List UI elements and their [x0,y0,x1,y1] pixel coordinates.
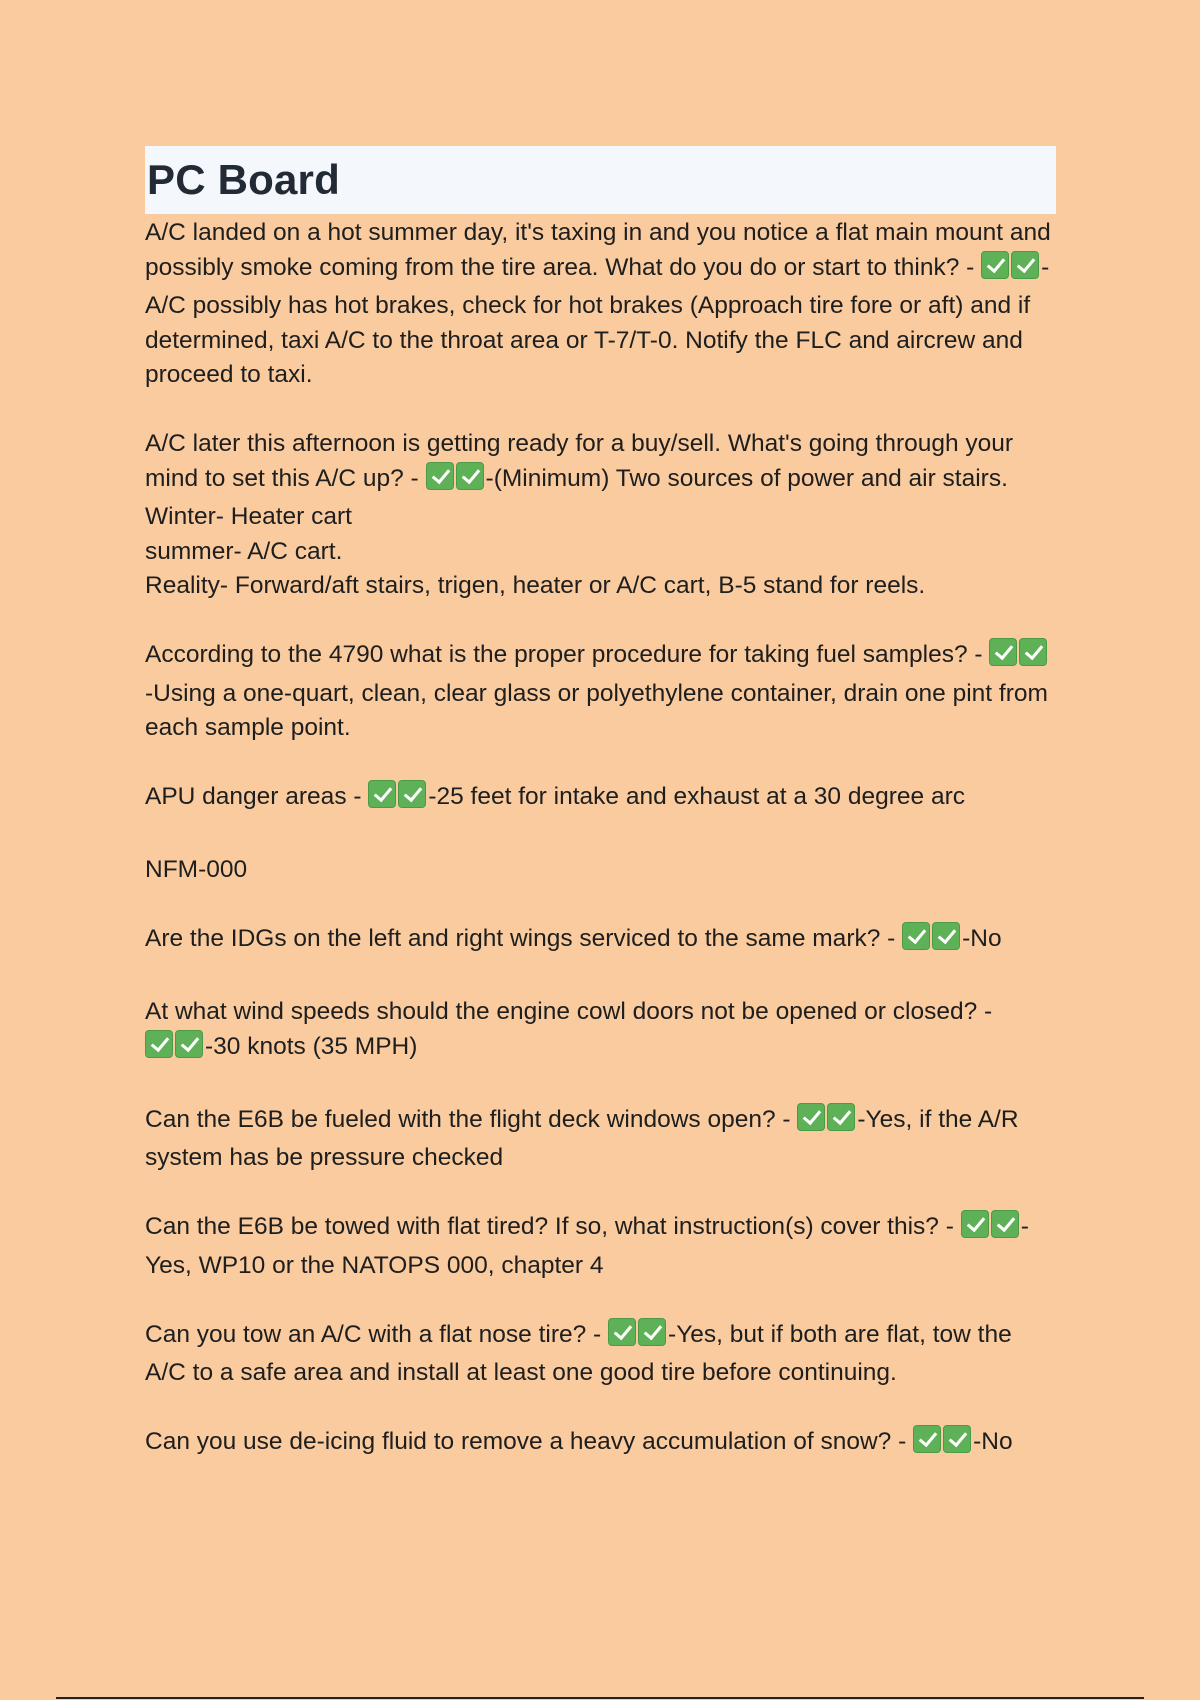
question-text: Can the E6B be towed with flat tired? If so, what instruction(s) cover this? - [145,1213,954,1240]
check-mark-icon [398,780,426,808]
check-mark-icon [913,1425,941,1453]
answer-text: -Yes, if the A/R system has be pressure checked [145,1105,1019,1171]
answer-text: -No [962,925,1002,952]
check-mark-icon [981,251,1009,279]
answer-marker [913,1425,973,1464]
answer-text: -Yes, WP10 or the NATOPS 000, chapter 4 [145,1213,1029,1279]
qa-item [145,1425,1056,1464]
answer-text: -30 knots (35 MPH) [205,1032,418,1060]
section-label [145,853,1056,888]
qa-item [145,216,1056,393]
qa-item [145,1318,1056,1391]
check-mark-icon [426,462,454,490]
check-mark-icon [989,638,1017,666]
check-mark-icon [638,1318,666,1346]
footer-divider [56,1697,1144,1699]
answer-marker [608,1318,668,1357]
question-text: Are the IDGs on the left and right wings serviced to the same mark? - [145,925,896,952]
title-bar [145,146,1056,214]
question-text: According to the 4790 what is the proper procedure for taking fuel samples? - [145,641,983,668]
section-label-text: NFM-000 [145,856,248,883]
question-text: APU danger areas - [145,783,362,810]
answer-text: -No [973,1428,1013,1455]
check-mark-icon [943,1425,971,1453]
check-mark-icon [932,922,960,950]
question-text: Can you use de-icing fluid to remove a heavy accumulation of snow? - [145,1428,907,1455]
answer-marker [145,1030,205,1069]
answer-marker [981,251,1041,290]
answer-marker [902,922,962,961]
check-mark-icon [961,1210,989,1238]
check-mark-icon [145,1030,173,1058]
answer-marker [368,780,428,819]
answer-marker [797,1103,857,1142]
answer-text: -A/C possibly has hot brakes, check for hot brakes (Approach tire fore or aft) and if determined, taxi A/C to the throat area or T-7/T-0. Notify the FLC and aircrew and proceed to taxi. [145,253,1050,388]
qa-item [145,427,1056,604]
qa-item [145,922,1056,961]
check-mark-icon [797,1103,825,1131]
question-text: A/C later this afternoon is getting ready for a buy/sell. What's going through your mind to set this A/C up? - [145,430,1014,492]
check-mark-icon [175,1030,203,1058]
check-mark-icon [827,1103,855,1131]
answer-text: -(Minimum) Two sources of power and air stairs. [485,464,1008,492]
question-text: At what wind speeds should the engine cowl doors not be opened or closed? - [145,998,993,1025]
document-page [145,146,1056,1498]
qa-item [145,995,1056,1068]
page-title: PC Board [147,156,340,203]
check-mark-icon [1019,638,1047,666]
answer-marker [961,1210,1021,1249]
qa-item [145,780,1056,819]
qa-list [145,216,1056,1464]
answer-marker [989,638,1049,677]
answer-detail-line: Winter- Heater cart [145,503,352,530]
check-mark-icon [1011,251,1039,279]
answer-text: -Using a one-quart, clean, clear glass or polyethylene container, drain one pint from each sample point. [145,679,1048,741]
answer-text: -25 feet for intake and exhaust at a 30 degree arc [428,783,965,810]
answer-text: -Yes, but if both are flat, tow the A/C to a safe area and install at least one good tire before continuing. [145,1320,1012,1386]
qa-item [145,638,1056,746]
answer-detail-line: Reality- Forward/aft stairs, trigen, heater or A/C cart, B-5 stand for reels. [145,572,926,599]
answer-marker [426,462,486,501]
check-mark-icon [368,780,396,808]
qa-item [145,1103,1056,1176]
check-mark-icon [902,922,930,950]
answer-detail-line: summer- A/C cart. [145,537,343,565]
question-text: Can you tow an A/C with a flat nose tire? - [145,1320,602,1348]
qa-item [145,1210,1056,1283]
check-mark-icon [608,1318,636,1346]
check-mark-icon [991,1210,1019,1238]
check-mark-icon [456,462,484,490]
question-text: Can the E6B be fueled with the flight deck windows open? - [145,1105,791,1133]
question-text: A/C landed on a hot summer day, it's taxing in and you notice a flat main mount and possibly smoke coming from the tire area. What do you do or start to think? - [145,219,1051,281]
